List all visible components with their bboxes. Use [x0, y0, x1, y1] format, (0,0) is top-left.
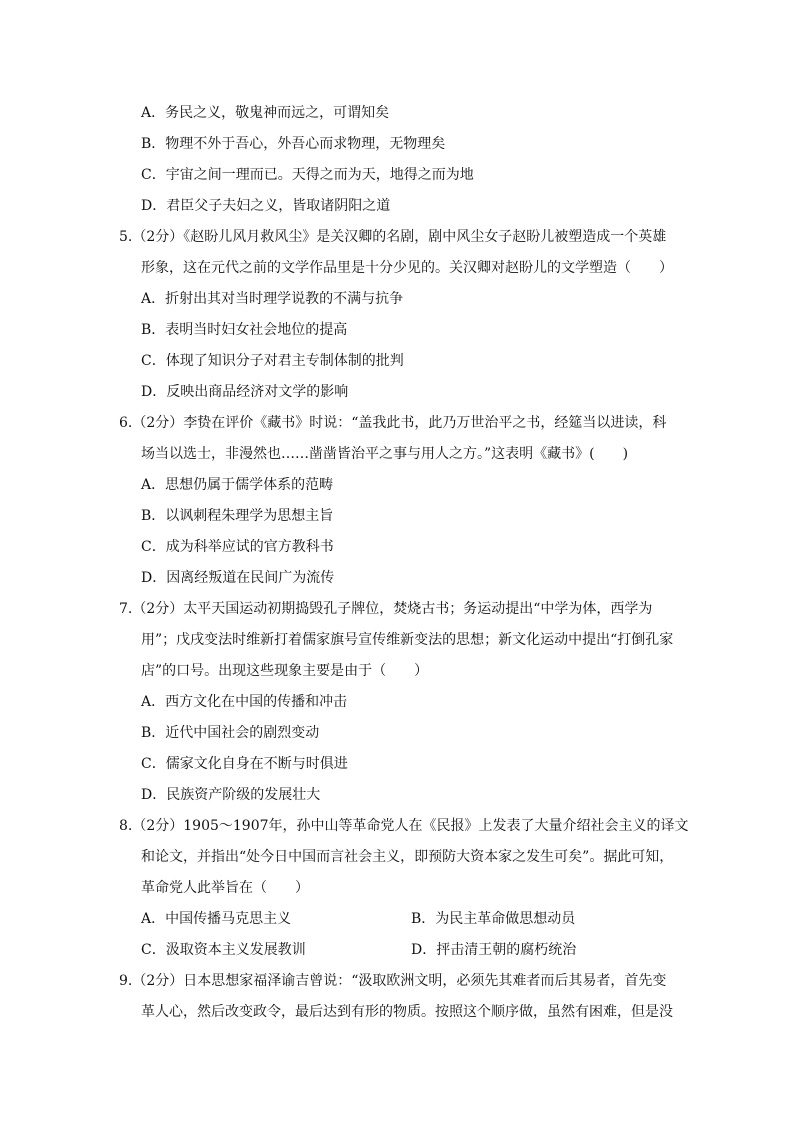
q7-option-c: C．儒家文化自身在不断与时俱进: [141, 756, 348, 772]
q8-option-b: B．为民主革命做思想动员: [411, 911, 576, 927]
q7-option-a: A．西方文化在中国的传播和冲击: [141, 694, 348, 710]
q4-option-b: B．物理不外于吾心，外吾心而求物理，无物理矣: [141, 136, 446, 152]
q7-stem-line2: 用”；戊戌变法时维新打着儒家旗号宣传维新变法的思想；新文化运动中提出“打倒孔家: [141, 632, 674, 648]
q7-stem-line3: 店”的口号。出现这些现象主要是由于（ ）: [141, 663, 429, 679]
q5-option-c: C．体现了知识分子对君主专制体制的批判: [141, 353, 404, 369]
q6-option-a: A．思想仍属于儒学体系的范畴: [141, 477, 334, 493]
q4-option-d: D．君臣父子夫妇之义，皆取诸阴阳之道: [141, 198, 391, 214]
q5-stem-line1: 5.（2分）《赵盼儿风月救风尘》是关汉卿的名剧，剧中风尘女子赵盼儿被塑造成一个英雄: [119, 229, 667, 245]
q7-option-b: B．近代中国社会的剧烈变动: [141, 725, 320, 741]
q4-option-c: C．宇宙之间一理而已。天得之而为天，地得之而为地: [141, 167, 474, 183]
q8-option-d: D．抨击清王朝的腐朽统治: [411, 942, 577, 958]
q8-option-a: A．中国传播马克思主义: [141, 911, 292, 927]
q6-option-b: B．以讽刺程朱理学为思想主旨: [141, 508, 334, 524]
q6-option-d: D．因离经叛道在民间广为流传: [141, 570, 335, 586]
q5-option-d: D．反映出商品经济对文学的影响: [141, 384, 349, 400]
q5-stem-line2: 形象，这在元代之前的文学作品里是十分少见的。关汉卿对赵盼儿的文学塑造（ ）: [141, 260, 673, 276]
q8-stem-line1: 8.（2分）1905～1907年，孙中山等革命党人在《民报》上发表了大量介绍社会主义的译文: [119, 818, 689, 834]
q8-option-c: C．汲取资本主义发展教训: [141, 942, 306, 958]
q5-option-a: A．折射出其对当时理学说教的不满与抗争: [141, 291, 404, 307]
q5-option-b: B．表明当时妇女社会地位的提高: [141, 322, 348, 338]
q8-stem-line3: 革命党人此举旨在（ ）: [141, 880, 309, 896]
q4-option-a: A．务民之义，敬鬼神而远之，可谓知矣: [141, 105, 390, 121]
q6-stem-line2: 场当以选士，非漫然也……凿凿皆治平之事与用人之方。”这表明《藏书》( ): [141, 446, 629, 462]
q9-stem-line1: 9.（2分）日本思想家福泽谕吉曾说：“汲取欧洲文明，必须先其难者而后其易者，首先变: [119, 973, 667, 989]
q9-stem-line2: 革人心，然后改变政令，最后达到有形的物质。按照这个顺序做，虽然有困难，但是没: [141, 1004, 673, 1020]
q6-option-c: C．成为科举应试的官方教科书: [141, 539, 334, 555]
q8-stem-line2: 和论文，并指出“处今日中国而言社会主义，即预防大资本家之发生可矣”。据此可知，: [141, 849, 674, 865]
q7-option-d: D．民族资产阶级的发展壮大: [141, 787, 321, 803]
q7-stem-line1: 7.（2分）太平天国运动初期捣毁孔子牌位，焚烧古书；务运动提出“中学为体，西学为: [119, 601, 653, 617]
q6-stem-line1: 6.（2分）李贽在评价《藏书》时说：“盖我此书，此乃万世治平之书，经筵当以进读，科: [119, 415, 667, 431]
